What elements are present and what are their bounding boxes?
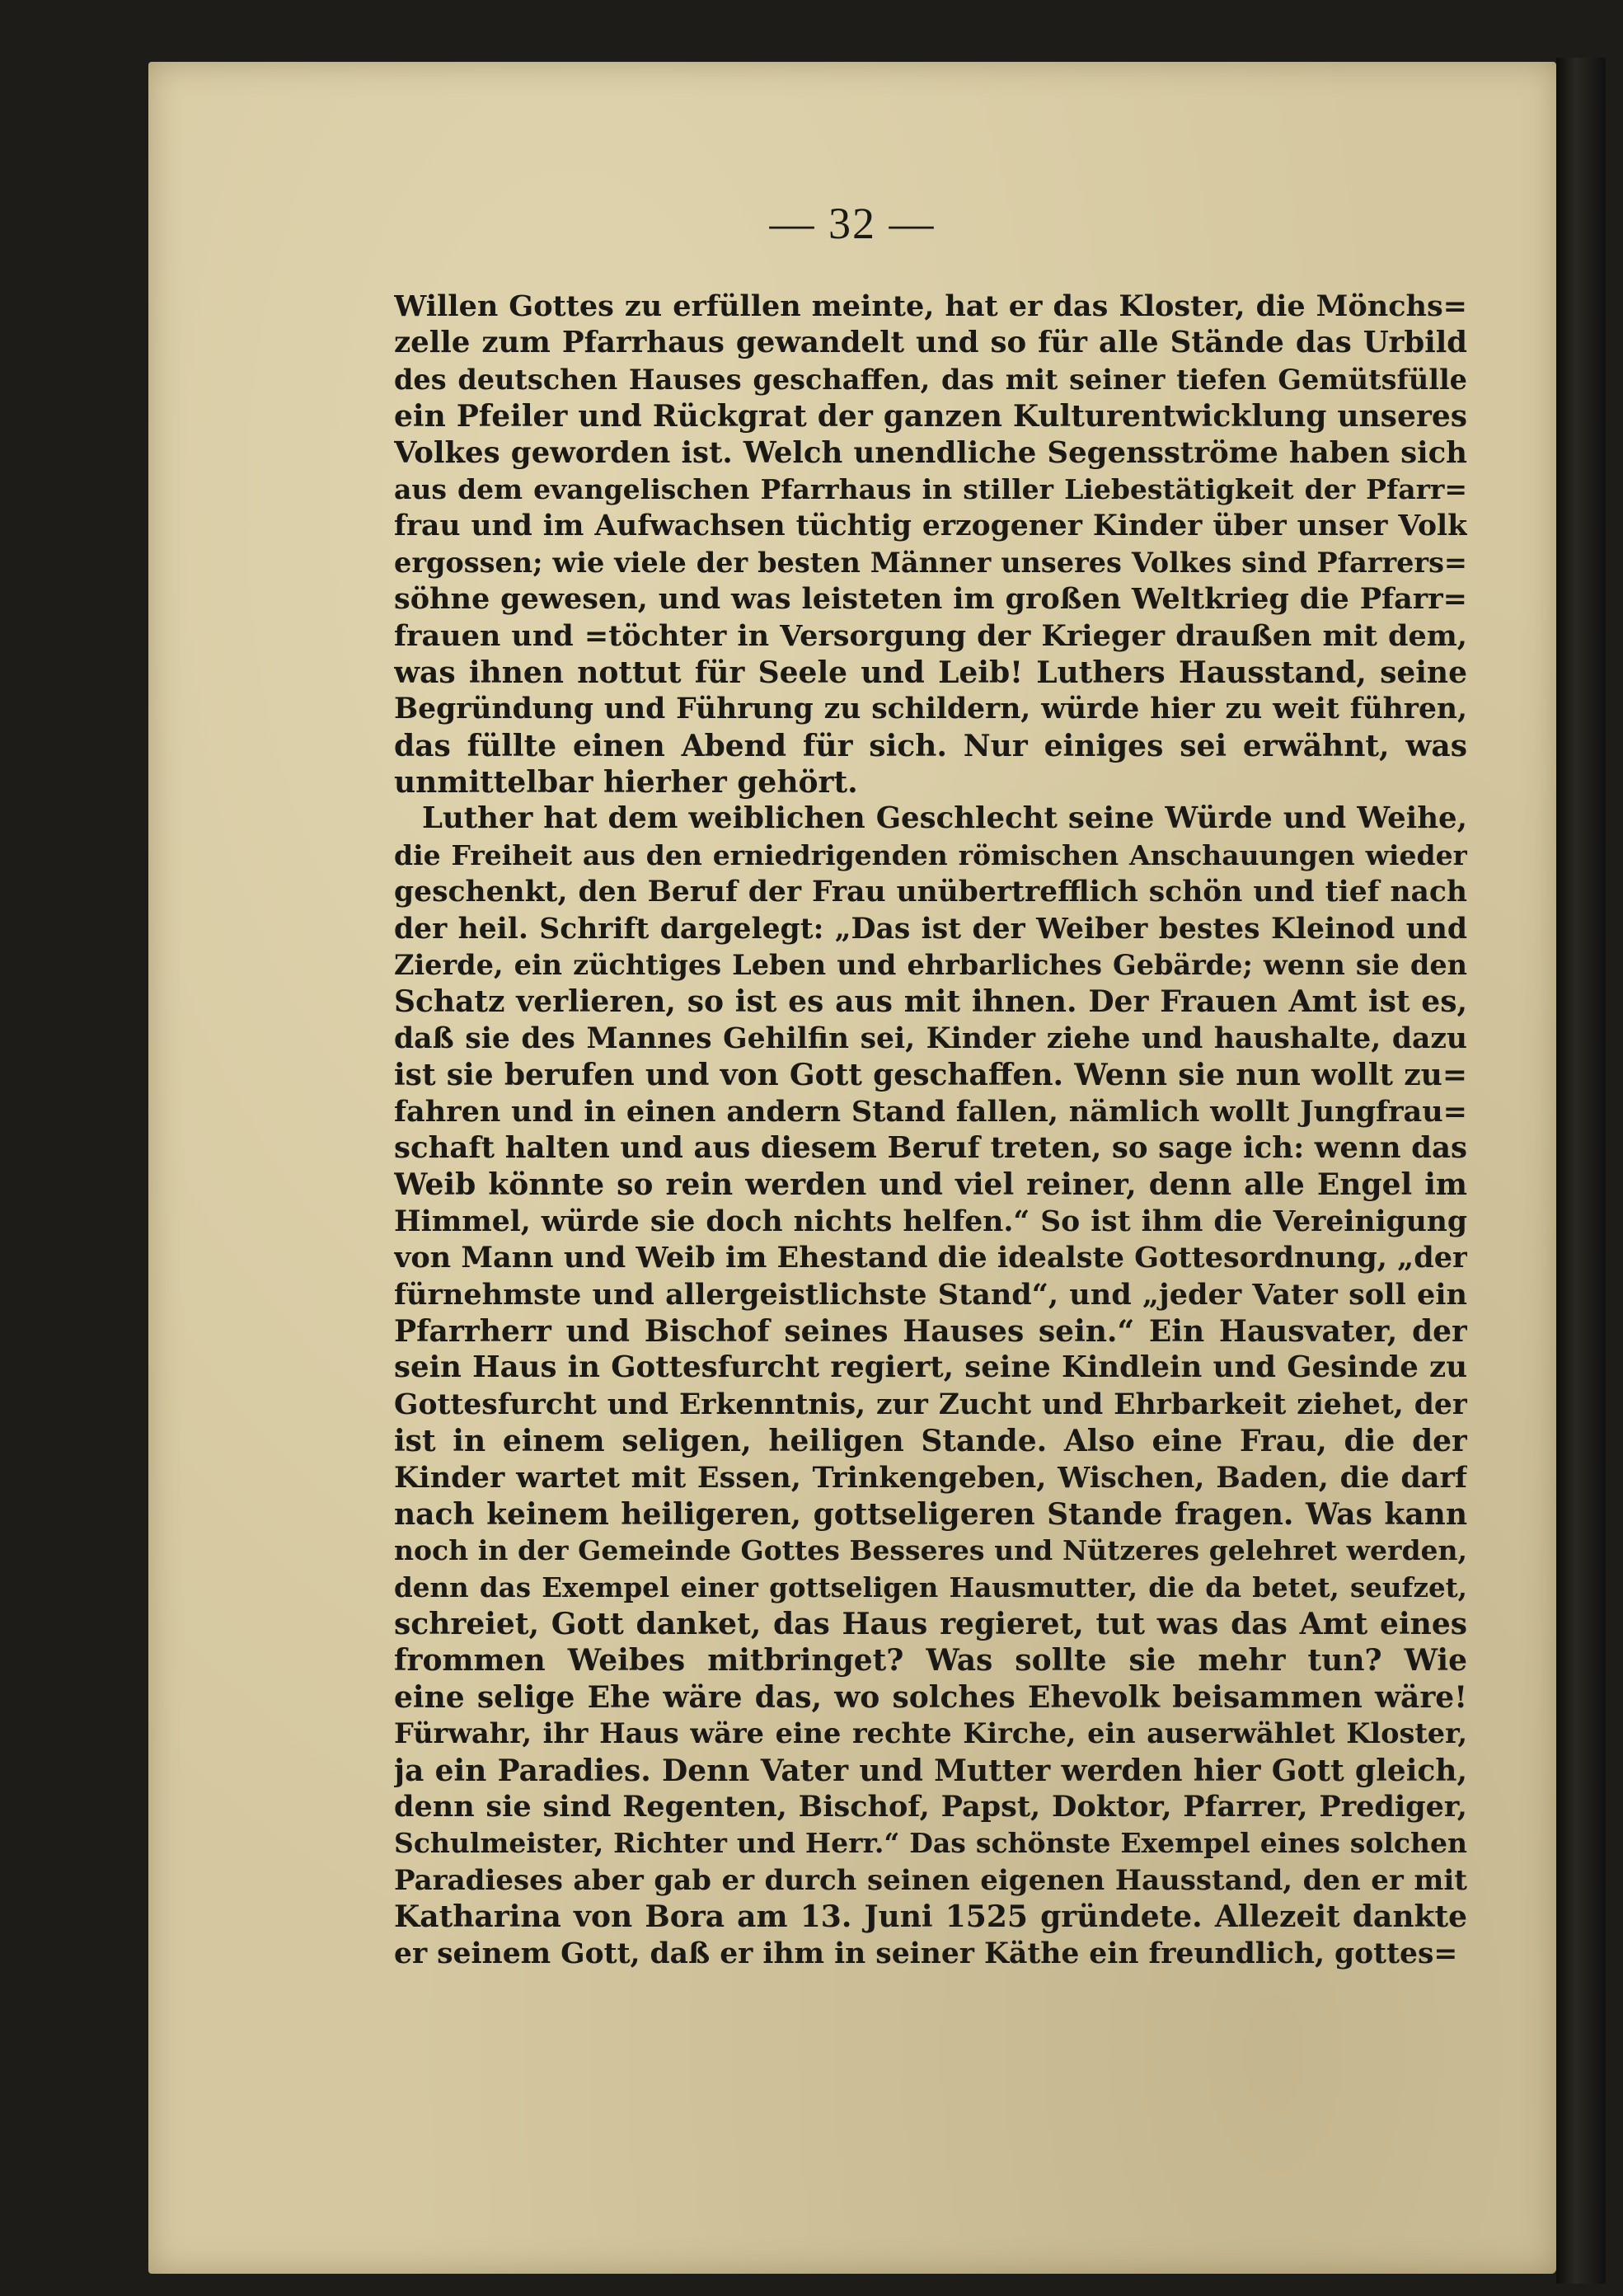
text-line: schaft halten und aus diesem Beruf treten, so sage ich: wenn das: [394, 1130, 1467, 1165]
text-line: frau und im Aufwachsen tüchtig erzogener Kinder über unser Volk: [394, 509, 1467, 543]
text-line: aus dem evangelischen Pfarrhaus in stiller Liebestätigkeit der Pfarr=: [394, 472, 1467, 505]
text-line: sein Haus in Gottesfurcht regiert, seine Kindlein und Gesinde zu: [394, 1350, 1467, 1385]
text-line: Pfarrherr und Bischof seines Hauses sein.“ Ein Hausvater, der: [394, 1313, 1467, 1349]
text-line: Volkes geworden ist. Welch unendliche Segensströme haben sich: [394, 435, 1467, 470]
paragraph: [394, 801, 1467, 1972]
text-line: ist sie berufen und von Gott geschaffen. Wenn sie nun wollt zu=: [394, 1058, 1467, 1093]
text-line: fürnehmste und allergeistlichste Stand“, und „jeder Vater soll ein: [394, 1277, 1467, 1312]
text-line: der heil. Schrift dargelegt: „Das ist der Weiber bestes Kleinod und: [394, 912, 1467, 946]
text-line: denn sie sind Regenten, Bischof, Papst, Doktor, Pfarrer, Prediger,: [394, 1790, 1467, 1824]
text-line: denn das Exempel einer gottseligen Hausmutter, die da betet, seufzet,: [394, 1571, 1467, 1603]
text-line: eine selige Ehe wäre das, wo solches Ehevolk beisammen wäre!: [394, 1679, 1467, 1715]
text-line: noch in der Gemeinde Gottes Besseres und Nützeres gelehret werden,: [394, 1534, 1467, 1567]
text-line: frauen und =töchter in Versorgung der Krieger draußen mit dem,: [394, 618, 1467, 653]
text-line: Kinder wartet mit Essen, Trinkengeben, Wischen, Baden, die darf: [394, 1460, 1467, 1495]
text-line: Begründung und Führung zu schildern, würde hier zu weit führen,: [394, 693, 1467, 726]
text-line: Zierde, ein züchtiges Leben und ehrbarliches Gebärde; wenn sie den: [394, 949, 1467, 982]
text-line: daß sie des Mannes Gehilfin sei, Kinder ziehe und haushalte, dazu: [394, 1021, 1467, 1055]
text-line: geschenkt, den Beruf der Frau unübertrefflich schön und tief nach: [394, 876, 1467, 909]
text-line: Fürwahr, ihr Haus wäre eine rechte Kirche, ein auserwählet Kloster,: [394, 1717, 1467, 1750]
text-line: zelle zum Pfarrhaus gewandelt und so für alle Stände das Urbild: [394, 326, 1467, 360]
text-line: er seinem Gott, daß er ihm in seiner Käthe ein freundlich, gottes=: [394, 1937, 1458, 1970]
text-line: von Mann und Weib im Ehestand die idealste Gottesordnung, „der: [394, 1241, 1467, 1275]
text-line: ist in einem seligen, heiligen Stande. Also eine Frau, die der: [394, 1424, 1467, 1459]
text-line: ein Pfeiler und Rückgrat der ganzen Kulturentwicklung unseres: [394, 399, 1467, 434]
text-line: schreiet, Gott danket, das Haus regieret, tut was das Amt eines: [394, 1607, 1467, 1642]
text-line: Schulmeister, Richter und Herr.“ Das schönste Exempel eines solchen: [394, 1827, 1467, 1860]
page-number-header: [148, 198, 1556, 249]
text-line: Willen Gottes zu erfüllen meinte, hat er das Kloster, die Mönchs=: [394, 289, 1467, 323]
text-line: söhne gewesen, und was leisteten im großen Weltkrieg die Pfarr=: [394, 582, 1467, 617]
paragraph: [394, 289, 1467, 801]
text-line: Katharina von Bora am 13. Juni 1525 gründete. Allezeit dankte: [394, 1899, 1467, 1935]
body-text: [394, 289, 1467, 1972]
text-line: frommen Weibes mitbringet? Was sollte sie mehr tun? Wie: [394, 1643, 1467, 1679]
text-line: unmittelbar hierher gehört.: [394, 765, 858, 801]
text-line: fahren und in einen andern Stand fallen, nämlich wollt Jungfrau=: [394, 1094, 1467, 1129]
text-line: Gottesfurcht und Erkenntnis, zur Zucht und Ehrbarkeit ziehet, der: [394, 1387, 1467, 1421]
text-line: was ihnen nottut für Seele und Leib! Luthers Hausstand, seine: [394, 655, 1467, 690]
text-line: Himmel, würde sie doch nichts helfen.“ So ist ihm die Vereinigung: [394, 1204, 1467, 1238]
text-line: ergossen; wie viele der besten Männer unseres Volkes sind Pfarrers=: [394, 546, 1467, 579]
text-line: Luther hat dem weiblichen Geschlecht seine Würde und Weihe,: [422, 801, 1467, 836]
text-line: ja ein Paradies. Denn Vater und Mutter werden hier Gott gleich,: [394, 1753, 1467, 1788]
book-spine-edge: [1556, 58, 1606, 2284]
text-line: das füllte einen Abend für sich. Nur einiges sei erwähnt, was: [394, 728, 1467, 763]
text-line: des deutschen Hauses geschaffen, das mit seiner tiefen Gemütsfülle: [394, 363, 1467, 396]
page-number: — 32 —: [769, 199, 936, 248]
text-line: nach keinem heiligeren, gottseligeren Stande fragen. Was kann: [394, 1496, 1467, 1532]
text-line: Paradieses aber gab er durch seinen eigenen Hausstand, den er mit: [394, 1863, 1467, 1897]
text-line: Weib könnte so rein werden und viel reiner, denn alle Engel im: [394, 1167, 1467, 1203]
text-line: die Freiheit aus den erniedrigenden römischen Anschauungen wieder: [394, 838, 1467, 871]
text-line: Schatz verlieren, so ist es aus mit ihnen. Der Frauen Amt ist es,: [394, 984, 1467, 1020]
